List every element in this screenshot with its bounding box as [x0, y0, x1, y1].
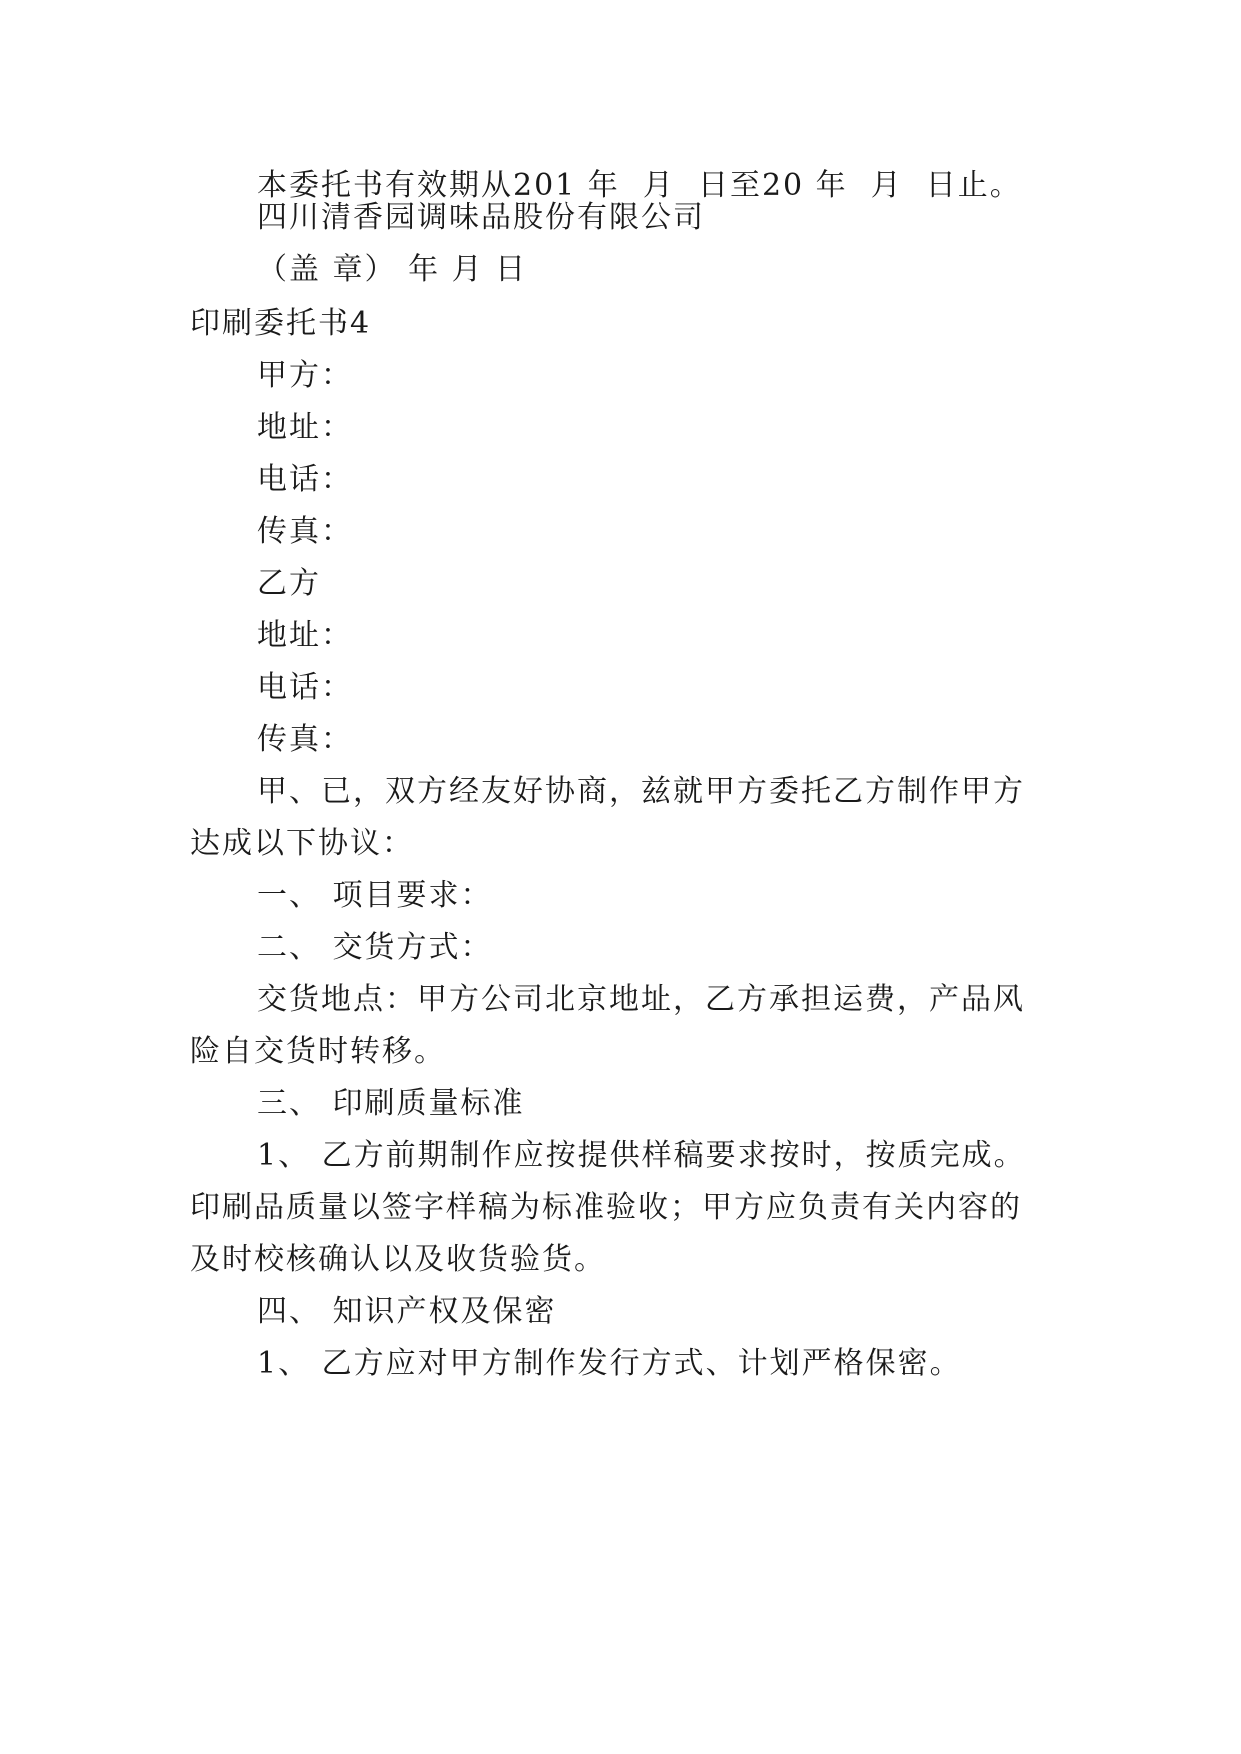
clause-heading-2: 二、 交货方式： [257, 930, 493, 965]
party-a-fax-label: 传真： [257, 514, 353, 549]
validity-period-line: 本委托书有效期从201 年 月 日至20 年 月 日止。 [257, 168, 1022, 203]
party-b-label: 乙方 [257, 566, 321, 601]
clause-heading-3: 三、 印刷质量标准 [257, 1086, 525, 1121]
company-name-line: 四川清香园调味品股份有限公司 [257, 200, 705, 235]
quality-clause-line-1: 1、 乙方前期制作应按提供样稿要求按时，按质完成。 [257, 1138, 1026, 1173]
seal-date-line: （盖 章） 年 月 日 [257, 252, 528, 287]
party-a-label: 甲方： [257, 358, 353, 393]
confidentiality-clause-line: 1、 乙方应对甲方制作发行方式、计划严格保密。 [257, 1346, 962, 1381]
delivery-location-line-1: 交货地点：甲方公司北京地址，乙方承担运费，产品风 [257, 982, 1025, 1017]
party-a-phone-label: 电话： [257, 462, 353, 497]
agreement-intro-line-2: 达成以下协议： [190, 826, 414, 861]
party-b-address-label: 地址： [257, 618, 353, 653]
clause-heading-1: 一、 项目要求： [257, 878, 493, 913]
clause-heading-4: 四、 知识产权及保密 [257, 1294, 557, 1329]
agreement-intro-line-1: 甲、已，双方经友好协商，兹就甲方委托乙方制作甲方 [257, 774, 1025, 809]
section-title: 印刷委托书4 [190, 306, 372, 341]
party-a-address-label: 地址： [257, 410, 353, 445]
party-b-phone-label: 电话： [257, 670, 353, 705]
quality-clause-line-3: 及时校核确认以及收货验货。 [190, 1242, 606, 1277]
party-b-fax-label: 传真： [257, 722, 353, 757]
delivery-location-line-2: 险自交货时转移。 [190, 1034, 446, 1069]
quality-clause-line-2: 印刷品质量以签字样稿为标准验收；甲方应负责有关内容的 [190, 1190, 1022, 1225]
